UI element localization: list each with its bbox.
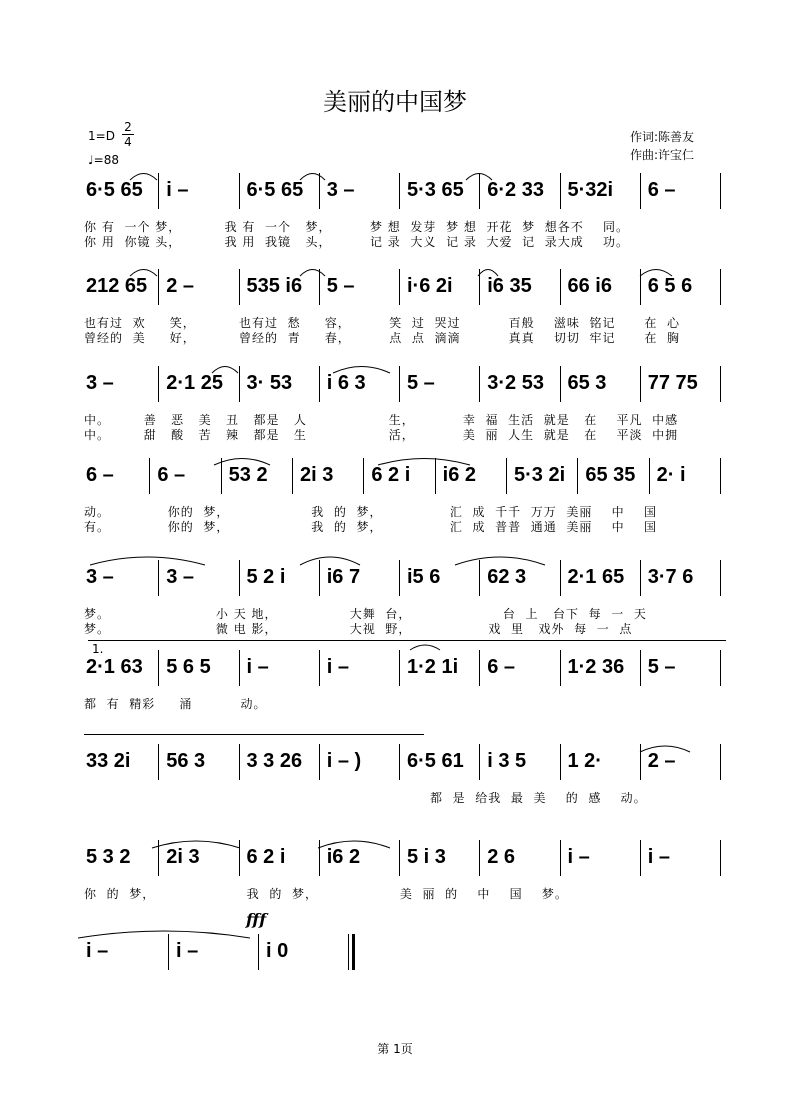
lyric-line: 也有过 欢 笑， 也有过 愁 容， 笑 过 哭过 百般 滋味 铭记 在 心 bbox=[84, 316, 681, 330]
measure-notes: 5 3 2 bbox=[86, 846, 131, 868]
measure-notes: i – bbox=[647, 846, 670, 868]
dynamic-marking: fff bbox=[246, 910, 267, 929]
measure-notes: 5·32i bbox=[567, 179, 614, 201]
measure-notes: i – ) bbox=[326, 750, 362, 772]
measure-notes: 2·1 65 bbox=[567, 566, 625, 588]
slur-arc bbox=[455, 557, 545, 565]
measure-notes: i6 2 bbox=[442, 464, 477, 486]
measure-notes: 2i 3 bbox=[300, 464, 334, 486]
measure-notes: 3 – bbox=[166, 566, 195, 588]
measure-notes: 56 3 bbox=[166, 750, 206, 772]
measure-notes: 62 3 bbox=[487, 566, 527, 588]
measure-notes: 1 2· bbox=[567, 750, 602, 772]
measure-notes: 212 65 bbox=[86, 275, 148, 297]
measure-notes: i5 6 bbox=[407, 566, 441, 588]
measure-notes: 6 2 i bbox=[246, 846, 286, 868]
measure-notes: i – bbox=[246, 656, 269, 678]
measure-notes: 2 – bbox=[647, 750, 676, 772]
measure-notes: 6·5 65 bbox=[246, 179, 304, 201]
slur-arc bbox=[478, 270, 498, 277]
slur-arc bbox=[152, 841, 240, 848]
measure-notes: i – bbox=[86, 940, 109, 962]
slur-arc bbox=[90, 557, 205, 565]
key-signature: 1=D bbox=[88, 129, 115, 143]
measure-notes: 3· 53 bbox=[246, 372, 293, 394]
measure-notes: 6 – bbox=[647, 179, 676, 201]
slur-arc bbox=[318, 841, 390, 848]
lyric-line: 你 的 梦， 我 的 梦， 美 丽 的 中 国 梦。 bbox=[84, 887, 568, 901]
slur-arc bbox=[640, 270, 672, 277]
lyric-line: 都 有 精彩 涌 动。 bbox=[84, 697, 267, 711]
lyric-line: 曾经的 美 好， 曾经的 青 春， 点 点 滴滴 真真 切切 牢记 在 胸 bbox=[84, 331, 681, 345]
measure-notes: 5·3 65 bbox=[407, 179, 464, 201]
measure-notes: 1·2 1i bbox=[407, 656, 459, 678]
measure-notes: 5 6 5 bbox=[166, 656, 211, 678]
volta-label: 1. bbox=[92, 642, 104, 656]
measure-notes: 3 – bbox=[86, 566, 114, 588]
measure-notes: 3·7 6 bbox=[647, 566, 694, 588]
measure-notes: 66 i6 bbox=[567, 275, 612, 297]
measure-notes: 6 5 6 bbox=[647, 275, 693, 297]
measure-notes: 3·2 53 bbox=[487, 372, 544, 394]
measure-notes: 6 – bbox=[86, 464, 114, 486]
measure-notes: 2i 3 bbox=[166, 846, 200, 868]
slur-arc bbox=[300, 270, 325, 277]
lyric-line: 你 用 你镜 头， 我 用 我镜 头， 记 录 大义 记 录 大爱 记 录大成 功。 bbox=[84, 235, 630, 249]
lyric-line: 有。 你的 梦， 我 的 梦， 汇 成 普普 通通 美丽 中 国 bbox=[84, 520, 657, 534]
lyric-line: 都 是 给我 最 美 的 感 动。 bbox=[430, 791, 647, 805]
measure-notes: 6·5 65 bbox=[86, 179, 143, 201]
lyricist-credit: 作词:陈善友 bbox=[630, 130, 695, 144]
measure-notes: 53 2 bbox=[228, 464, 268, 486]
lyric-line: 中。 善 恶 美 丑 都是 人 生， 幸 福 生活 就是 在 平凡 中感 bbox=[84, 413, 679, 427]
measure-notes: i6 35 bbox=[487, 275, 532, 297]
slur-arc bbox=[300, 557, 360, 565]
measure-notes: 2 6 bbox=[487, 846, 516, 868]
measure-notes: i 3 5 bbox=[487, 750, 527, 772]
measure-notes: 535 i6 bbox=[246, 275, 303, 297]
measure-notes: 2·1 25 bbox=[166, 372, 223, 394]
slur-arc bbox=[212, 367, 238, 374]
slur-arc bbox=[410, 645, 440, 650]
time-signature-top: 2 bbox=[124, 120, 132, 134]
measure-notes: 3 3 26 bbox=[246, 750, 303, 772]
measure-notes: i – bbox=[326, 656, 349, 678]
slur-arc bbox=[130, 270, 157, 277]
measure-notes: i – bbox=[176, 940, 199, 962]
measure-notes: i·6 2i bbox=[407, 275, 453, 297]
song-title: 美丽的中国梦 bbox=[323, 88, 467, 116]
page-footer: 第 1页 bbox=[377, 1042, 413, 1056]
slur-arc bbox=[214, 459, 270, 466]
measure-notes: 5 – bbox=[647, 656, 676, 678]
measure-notes: 65 3 bbox=[567, 372, 607, 394]
measure-notes: 33 2i bbox=[86, 750, 131, 772]
measure-notes: 77 75 bbox=[647, 372, 698, 394]
measure-notes: i 6 3 bbox=[326, 372, 366, 394]
measure-notes: 3 – bbox=[326, 179, 355, 201]
lyric-line: 动。 你的 梦， 我 的 梦， 汇 成 千千 万万 美丽 中 国 bbox=[84, 505, 657, 519]
lyric-line: 梦。 小 天 地， 大舞 台， 台 上 台下 每 一 天 bbox=[84, 607, 647, 621]
measure-notes: i 0 bbox=[266, 940, 289, 962]
lyric-line: 梦。 微 电 影， 大视 野， 戏 里 戏外 每 一 点 bbox=[84, 622, 633, 636]
measure-notes: 6 2 i bbox=[371, 464, 411, 486]
measure-notes: 6·2 33 bbox=[487, 179, 544, 201]
measure-notes: 5 2 i bbox=[246, 566, 286, 588]
measure-notes: 2· i bbox=[656, 464, 686, 486]
measure-notes: 2·1 63 bbox=[86, 656, 143, 678]
tempo-value: =88 bbox=[93, 153, 119, 167]
measure-notes: 65 35 bbox=[585, 464, 636, 486]
measure-notes: 5·3 2i bbox=[514, 464, 566, 486]
measure-notes: 5 – bbox=[326, 275, 355, 297]
measure-notes: 2 – bbox=[166, 275, 195, 297]
measure-notes: 6 – bbox=[157, 464, 186, 486]
measure-notes: i6 7 bbox=[326, 566, 361, 588]
slur-arc bbox=[640, 746, 690, 752]
measure-notes: 5 – bbox=[407, 372, 435, 394]
slur-arc bbox=[466, 174, 492, 181]
slur-arc bbox=[130, 174, 157, 181]
slur-arc bbox=[300, 174, 325, 181]
time-signature-bottom: 4 bbox=[124, 135, 132, 149]
measure-notes: i6 2 bbox=[326, 846, 361, 868]
measure-notes: 6 – bbox=[487, 656, 516, 678]
slur-arc bbox=[378, 459, 470, 466]
lyric-line: 中。 甜 酸 苦 辣 都是 生 活， 美 丽 人生 就是 在 平淡 中拥 bbox=[84, 428, 679, 442]
measure-notes: i – bbox=[166, 179, 189, 201]
measure-notes: 3 – bbox=[86, 372, 114, 394]
slur-arc bbox=[333, 367, 390, 374]
measure-notes: 5 i 3 bbox=[407, 846, 446, 868]
quarter-note-icon: ♩ bbox=[88, 153, 94, 167]
measure-notes: 1·2 36 bbox=[567, 656, 625, 678]
measure-notes: 6·5 61 bbox=[407, 750, 464, 772]
measure-notes: i – bbox=[567, 846, 590, 868]
slur-arc bbox=[78, 931, 250, 938]
composer-credit: 作曲:许宝仁 bbox=[630, 148, 695, 162]
lyric-line: 你 有 一个 梦， 我 有 一个 梦， 梦 想 发芽 梦 想 开花 梦 想各不 同。 bbox=[84, 220, 630, 234]
